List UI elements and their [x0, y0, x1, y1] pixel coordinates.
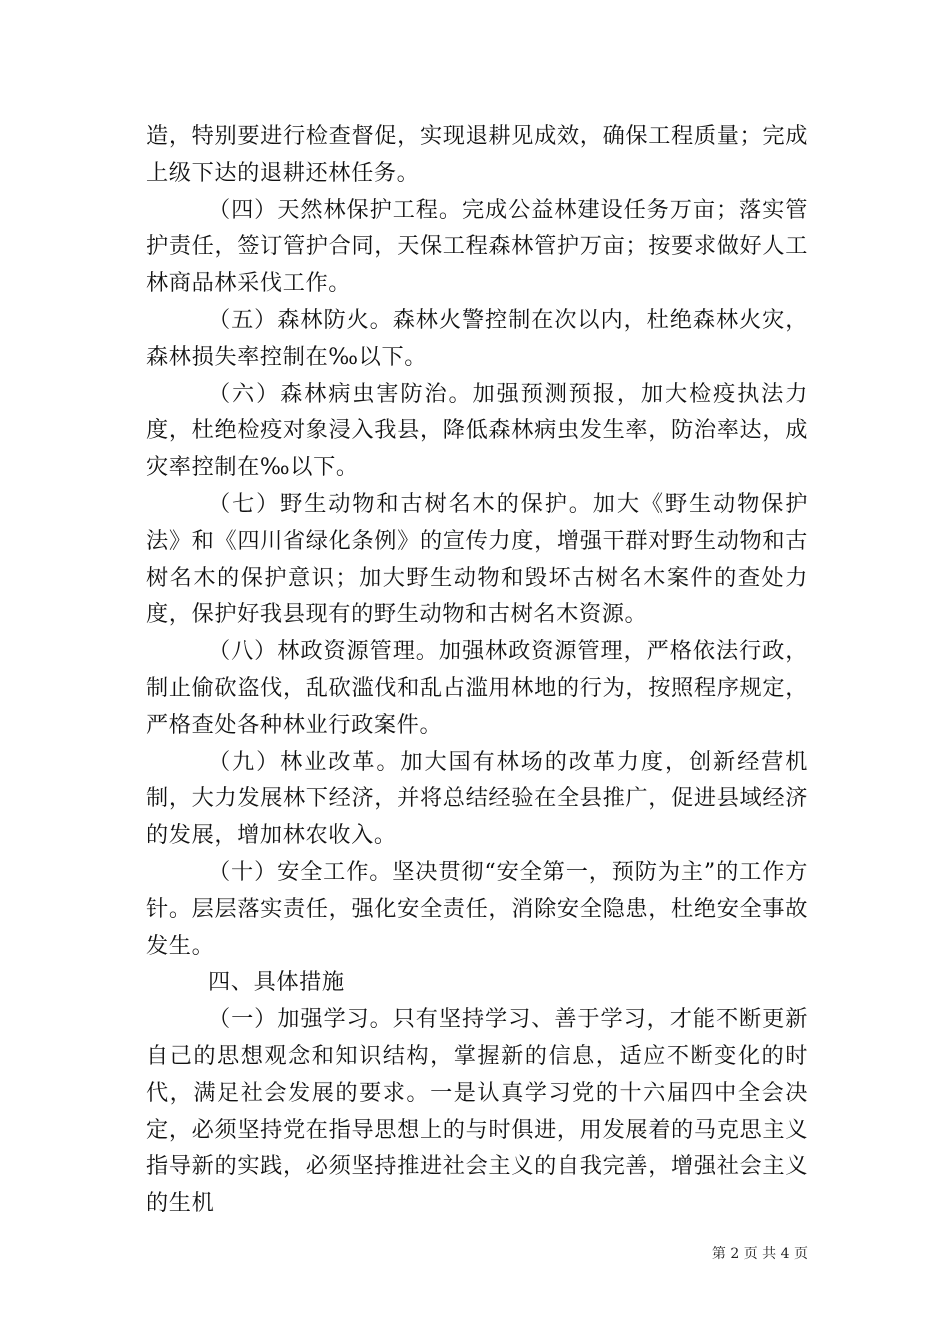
paragraph: （八）林政资源管理。加强林政资源管理，严格依法行政，制止偷砍盗伐，乱砍滥伐和乱占滥用林地的行为，按照程序规定，严格查处各种林业行政案件。 — [146, 638, 808, 738]
page-number-footer: 第 2 页 共 4 页 — [711, 1246, 808, 1262]
document-body — [146, 118, 808, 1222]
paragraph: （四）天然林保护工程。完成公益林建设任务万亩；落实管护责任，签订管护合同，天保工程森林管护万亩；按要求做好人工林商品林采伐工作。 — [146, 196, 808, 297]
section-heading: 四、具体措施 — [208, 969, 345, 996]
paragraph: （十）安全工作。坚决贯彻“安全第一，预防为主”的工作方针。层层落实责任，强化安全责任，消除安全隐患，杜绝安全事故发生。 — [146, 858, 808, 959]
paragraph: （七）野生动物和古树名木的保护。加大《野生动物保护法》和《四川省绿化条例》的宣传力度，增强干群对野生动物和古树名木的保护意识；加大野生动物和毁坏古树名木案件的查处力度，保护好我县现有的野生动物和古树名木资源。 — [146, 490, 808, 628]
paragraph: 造，特别要进行检查督促，实现退耕见成效，确保工程质量；完成上级下达的退耕还林任务。 — [146, 123, 808, 186]
paragraph: （五）森林防火。森林火警控制在次以内，杜绝森林火灾，森林损失率控制在‰以下。 — [146, 306, 808, 370]
paragraph: （一）加强学习。只有坚持学习、善于学习，才能不断更新自己的思想观念和知识结构，掌握新的信息，适应不断变化的时代，满足社会发展的要求。一是认真学习党的十六届四中全会决定，必须坚持党在指导思想上的与时俱进，用发展着的马克思主义指导新的实践，必须坚持推进社会主义的自我完善，增强社会主义的生机 — [146, 1006, 808, 1217]
paragraph: （九）林业改革。加大国有林场的改革力度，创新经营机制，大力发展林下经济，并将总结经验在全县推广，促进县域经济的发展，增加林农收入。 — [146, 748, 808, 849]
paragraph: （六）森林病虫害防治。加强预测预报，加大检疫执法力度，杜绝检疫对象浸入我县，降低森林病虫发生率，防治率达，成灾率控制在‰以下。 — [146, 380, 808, 481]
